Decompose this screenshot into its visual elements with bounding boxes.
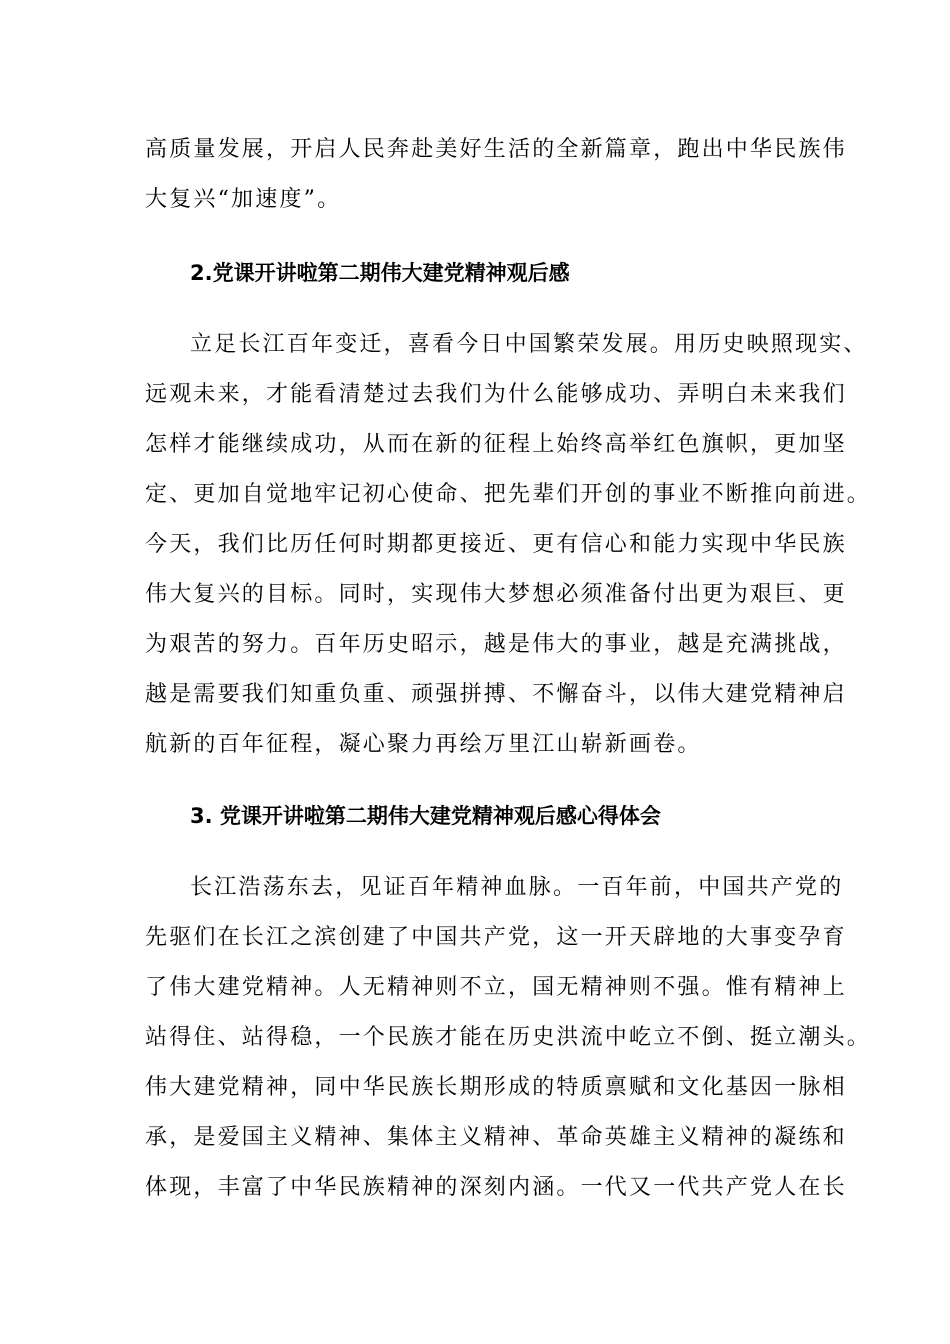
paragraph-line: 定、更加自觉地牢记初心使命、把先辈们开创的事业不断推向前进。 <box>145 482 872 507</box>
paragraph-line: 伟大建党精神，同中华民族长期形成的特质禀赋和文化基因一脉相 <box>145 1075 847 1100</box>
paragraph-line: 先驱们在长江之滨创建了中国共产党，这一开天辟地的大事变孕育 <box>145 925 847 950</box>
paragraph-line: 越是需要我们知重负重、顽强拼搏、不懈奋斗，以伟大建党精神启 <box>145 682 847 707</box>
paragraph-line: 大复兴“加速度”。 <box>145 187 342 212</box>
paragraph-line: 远观未来，才能看清楚过去我们为什么能够成功、弄明白未来我们 <box>145 382 847 407</box>
section-heading: 3. 党课开讲啦第二期伟大建党精神观后感心得体会 <box>190 804 661 828</box>
paragraph-line: 站得住、站得稳，一个民族才能在历史洪流中屹立不倒、挺立潮头。 <box>145 1025 872 1050</box>
paragraph-line: 怎样才能继续成功，从而在新的征程上始终高举红色旗帜，更加坚 <box>145 432 847 457</box>
paragraph-line: 高质量发展，开启人民奔赴美好生活的全新篇章，跑出中华民族伟 <box>145 137 847 162</box>
paragraph-line: 今天，我们比历任何时期都更接近、更有信心和能力实现中华民族 <box>145 532 847 557</box>
paragraph-line: 体现，丰富了中华民族精神的深刻内涵。一代又一代共产党人在长 <box>145 1175 847 1200</box>
paragraph-line: 为艰苦的努力。百年历史昭示，越是伟大的事业，越是充满挑战， <box>145 632 847 657</box>
paragraph-line: 伟大复兴的目标。同时，实现伟大梦想必须准备付出更为艰巨、更 <box>145 582 847 607</box>
paragraph-line: 长江浩荡东去，见证百年精神血脉。一百年前，中国共产党的 <box>190 875 844 900</box>
paragraph-line: 了伟大建党精神。人无精神则不立，国无精神则不强。惟有精神上 <box>145 975 847 1000</box>
section-heading: 2.党课开讲啦第二期伟大建党精神观后感 <box>190 261 570 285</box>
paragraph-line: 立足长江百年变迁，喜看今日中国繁荣发展。用历史映照现实、 <box>190 332 868 357</box>
paragraph-line: 航新的百年征程，凝心聚力再绘万里江山崭新画卷。 <box>145 732 702 757</box>
paragraph-line: 承，是爱国主义精神、集体主义精神、革命英雄主义精神的凝练和 <box>145 1125 847 1150</box>
